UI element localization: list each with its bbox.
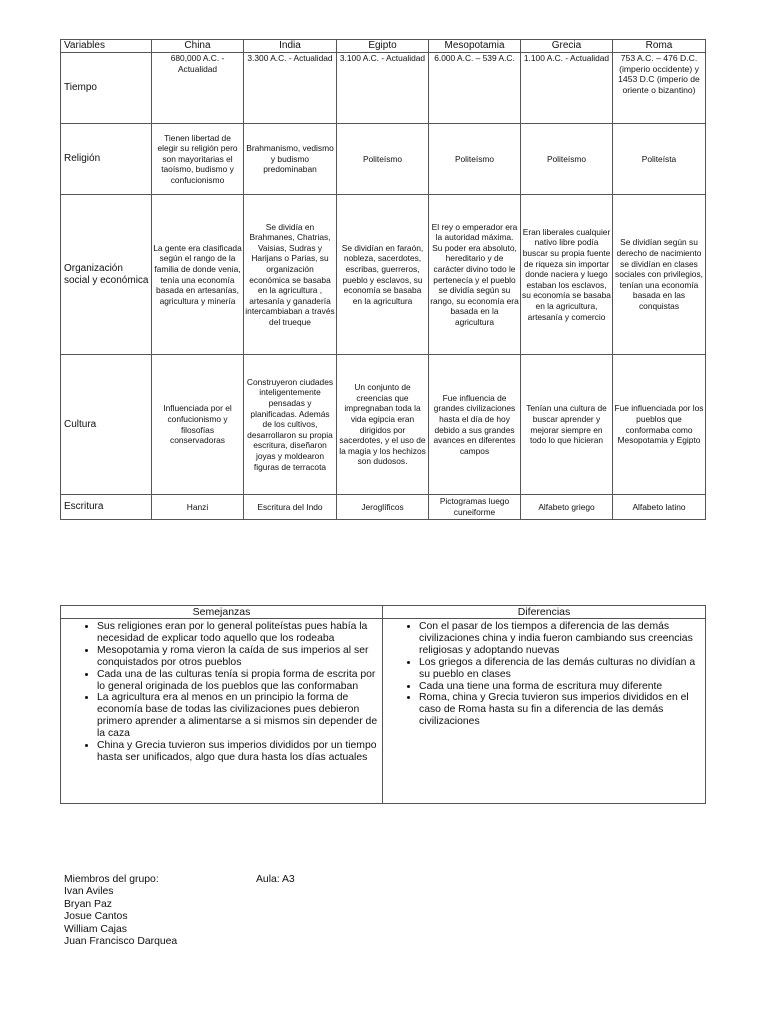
cell-organizacion-egipto: Se dividían en faraón, nobleza, sacerdotes, escribas, guerreros, pueblo y esclavos, su economía se basaba en la agricultura	[337, 195, 429, 355]
cell-religion-egipto: Politeísmo	[337, 124, 429, 195]
cell-escritura-india: Escritura del Indo	[244, 495, 337, 520]
row-label-cultura: Cultura	[61, 355, 152, 495]
member-name: William Cajas	[64, 923, 127, 935]
cell-organizacion-china: La gente era clasificada según el rango de la familia de donde venia, tenía una economía basada en artesanías, agricultura y minería	[152, 195, 244, 355]
group-title: Miembros del grupo:	[64, 874, 159, 885]
cell-tiempo-mesopotamia: 6.000 A.C. – 539 A.C.	[429, 53, 521, 124]
row-label-tiempo: Tiempo	[61, 53, 152, 124]
cell-cultura-china: Influenciada por el confucionismo y filosofías conservadoras	[152, 355, 244, 495]
header-variables: Variables	[61, 40, 152, 53]
row-label-escritura: Escritura	[61, 495, 152, 520]
cell-tiempo-grecia: 1.100 A.C. - Actualidad	[521, 53, 613, 124]
cell-cultura-mesopotamia: Fue influencia de grandes civilizaciones hasta el día de hoy debido a sus grandes avances en diferentes campos	[429, 355, 521, 495]
civilizations-table	[60, 39, 706, 520]
member-name: Juan Francisco Darquea	[64, 936, 178, 948]
cell-organizacion-roma: Se dividían según su derecho de nacimiento se dividían en clases sociales con privilegios, tenían una economía basada en las conquistas	[613, 195, 706, 355]
header-mesopotamia: Mesopotamia	[429, 40, 521, 53]
row-label-religion: Religión	[61, 124, 152, 195]
list-item: • Roma, china y Grecia tuvieron sus imperios divididos en el caso de Roma hasta su fin a diferencia de las demás civilizaciones	[419, 692, 701, 728]
table-row-escritura	[61, 495, 706, 520]
header-semejanzas: Semejanzas	[61, 606, 383, 619]
list-item: • Con el pasar de los tiempos a diferencia de las demás civilizaciones china y india fueron cambiando sus creencias religiosas y adoptando nuevas	[419, 621, 701, 657]
cell-escritura-china: Hanzi	[152, 495, 244, 520]
list-item: • Cada una tiene una forma de escritura muy diferente	[419, 681, 701, 693]
diferencias-list	[385, 621, 701, 728]
group-members	[64, 874, 177, 948]
list-item: • Sus religiones eran por lo general politeístas pues había la necesidad de explicar todo aquello que los rodeaba	[97, 621, 378, 645]
aula-label: Aula: A3	[256, 874, 295, 885]
cell-escritura-grecia: Alfabeto griego	[521, 495, 613, 520]
header-diferencias: Diferencias	[383, 606, 706, 619]
list-item: • Los griegos a diferencia de las demás culturas no dividían a su pueblo en clases	[419, 657, 701, 681]
header-china: China	[152, 40, 244, 53]
cell-escritura-roma: Alfabeto latino	[613, 495, 706, 520]
table-row-religion	[61, 124, 706, 195]
list-item: • Mesopotamia y roma vieron la caída de sus imperios al ser conquistados por otros pueblos	[97, 645, 378, 669]
cell-cultura-egipto: Un conjunto de creencias que impregnaban toda la vida egipcia eran dirigidos por sacerdotes, y el uso de la magia y los hechizos son dudosos.	[337, 355, 429, 495]
row-label-organizacion: Organización social y económica	[61, 195, 152, 355]
header-grecia: Grecia	[521, 40, 613, 53]
cell-organizacion-grecia: Eran liberales cualquier nativo libre podía buscar su propia fuente de riqueza sin importar donde naciera y luego estaban los esclavos, su economía se basaba en la agricultura, artesanía y comercio	[521, 195, 613, 355]
cell-cultura-india: Construyeron ciudades inteligentemente pensadas y planificadas. Además de los cultivos, desarrollaron su propia escritura, diseñaron joyas y moldearon figuras de terracota	[244, 355, 337, 495]
table-row-organizacion	[61, 195, 706, 355]
list-item: • Cada una de las culturas tenía si propia forma de escrita por lo general originada de los pueblos que las conformaban	[97, 669, 378, 693]
member-name: Ivan Aviles	[64, 886, 114, 898]
cell-cultura-roma: Fue influenciada por los pueblos que conformaba como Mesopotamia y Egipto	[613, 355, 706, 495]
member-name: Bryan Paz	[64, 898, 112, 910]
diferencias-cell	[383, 619, 706, 804]
table-row-tiempo	[61, 53, 706, 124]
table-row-cultura	[61, 355, 706, 495]
list-item: • China y Grecia tuvieron sus imperios divididos por un tiempo hasta ser unificados, algo que dura hasta los días actuales	[97, 740, 378, 764]
cell-escritura-egipto: Jeroglíficos	[337, 495, 429, 520]
semejanzas-list	[63, 621, 378, 764]
comparison-body-row	[61, 619, 706, 804]
cell-religion-china: Tienen libertad de elegir su religión pero son mayoritarias el taoísmo, budismo y confucionismo	[152, 124, 244, 195]
cell-tiempo-roma: 753 A.C. – 476 D.C. (imperio occidente) y 1453 D.C (imperio de oriente o bizantino)	[613, 53, 706, 124]
cell-religion-mesopotamia: Politeísmo	[429, 124, 521, 195]
cell-tiempo-china: 680,000 A.C. - Actualidad	[152, 53, 244, 124]
cell-organizacion-india: Se dividía en Brahmanes, Chatrias, Vaisias, Sudras y Harijans o Parias, su organización económica se basaba en la agricultura , artesanía y ganadería intercambiaban a través del trueque	[244, 195, 337, 355]
table-header-row	[61, 40, 706, 53]
list-item: • La agricultura era al menos en un principio la forma de economía base de todas las civilizaciones pues debieron primero aprender a alimentarse a si mismos sin depender de la caza	[97, 692, 378, 740]
cell-tiempo-india: 3.300 A.C. - Actualidad	[244, 53, 337, 124]
cell-cultura-grecia: Tenían una cultura de buscar aprender y mejorar siempre en todo lo que hicieran	[521, 355, 613, 495]
cell-religion-india: Brahmanismo, vedismo y budismo predominaban	[244, 124, 337, 195]
header-egipto: Egipto	[337, 40, 429, 53]
cell-religion-roma: Politeísta	[613, 124, 706, 195]
semejanzas-cell	[61, 619, 383, 804]
cell-escritura-mesopotamia: Pictogramas luego cuneiforme	[429, 495, 521, 520]
cell-religion-grecia: Politeísmo	[521, 124, 613, 195]
cell-organizacion-mesopotamia: El rey o emperador era la autoridad máxima. Su poder era absoluto, hereditario y de carácter divino todo le pertenecía y el pueblo se dividía según su rango, su economía era basada en la agricultura	[429, 195, 521, 355]
header-india: India	[244, 40, 337, 53]
comparison-table	[60, 605, 706, 804]
cell-tiempo-egipto: 3.100 A.C. - Actualidad	[337, 53, 429, 124]
header-roma: Roma	[613, 40, 706, 53]
member-name: Josue Cantos	[64, 911, 128, 923]
comparison-header-row	[61, 606, 706, 619]
